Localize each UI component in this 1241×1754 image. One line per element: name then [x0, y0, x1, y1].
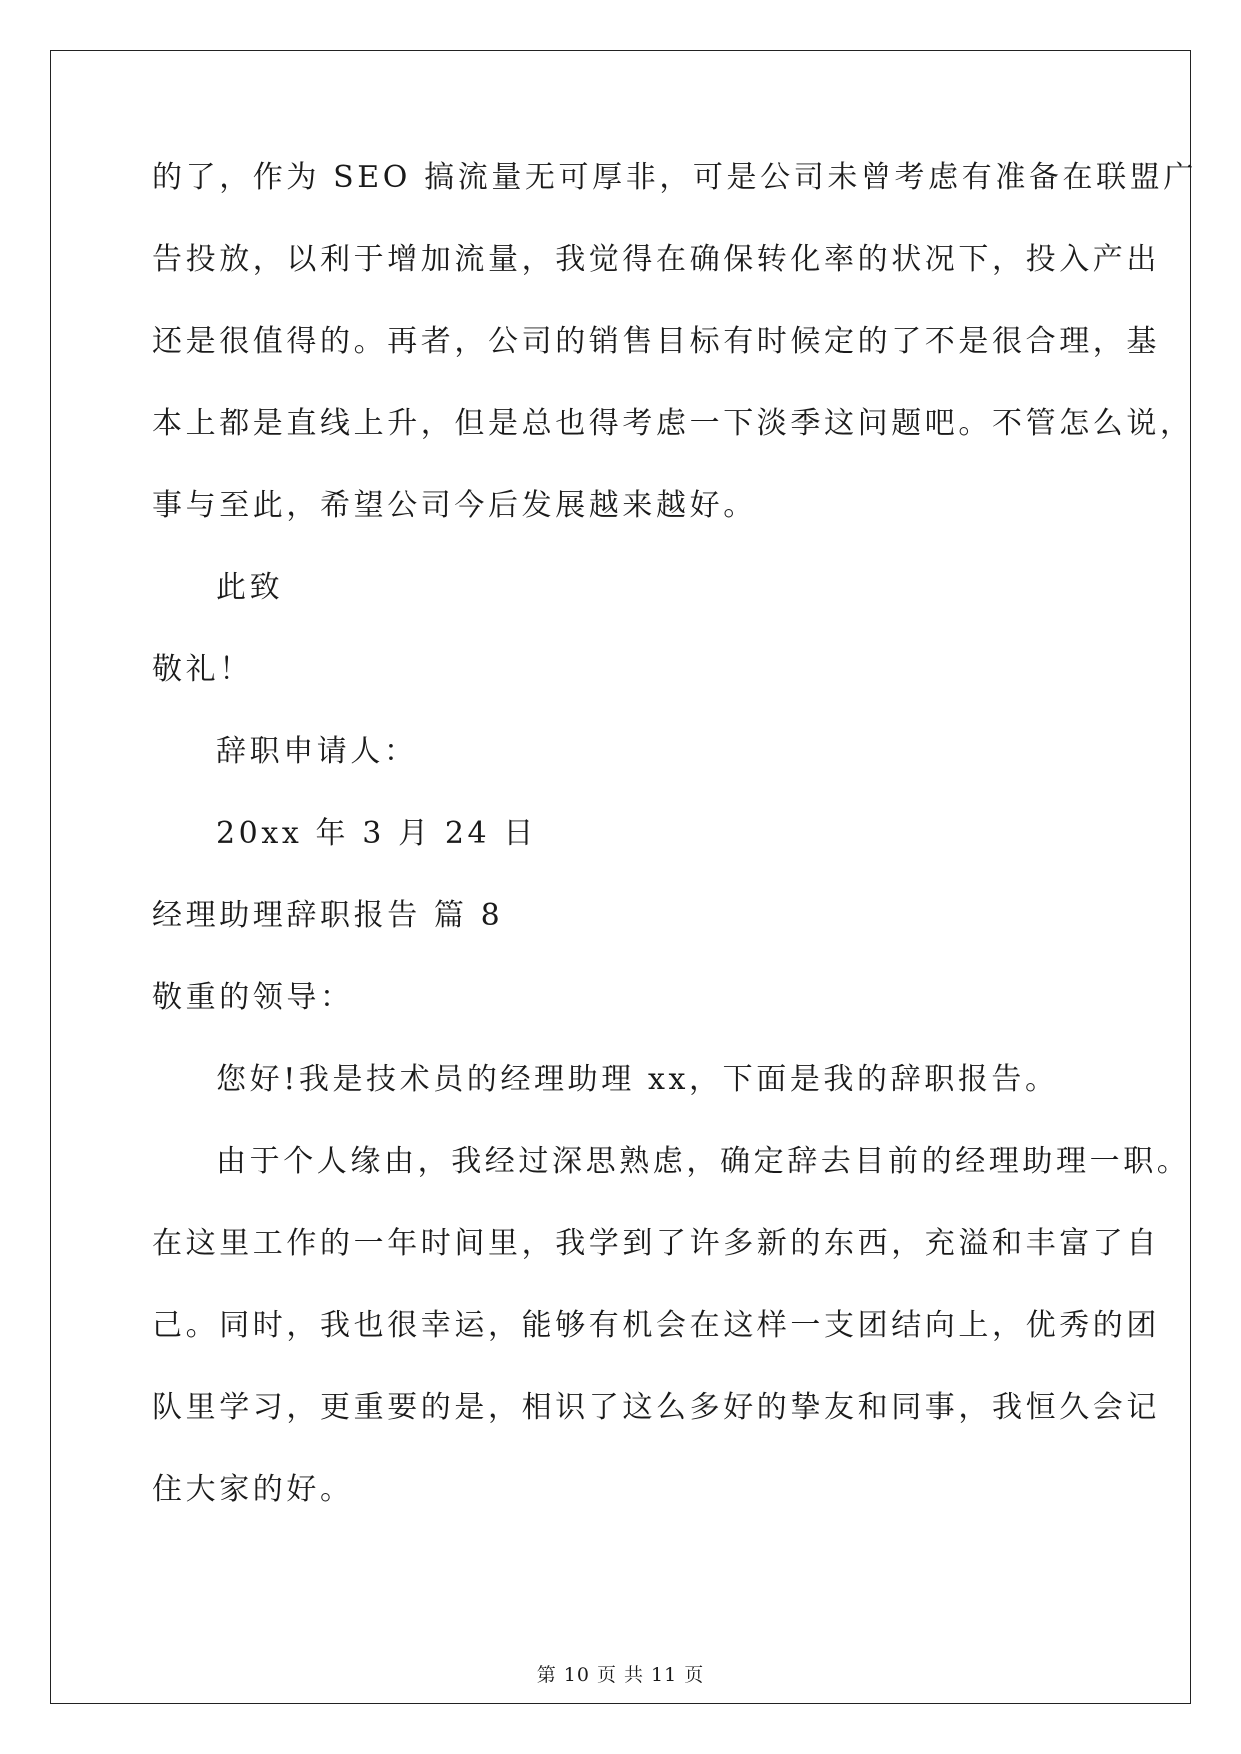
letter-date: 20xx 年 3 月 24 日	[216, 816, 537, 851]
greeting: 敬重的领导：	[152, 980, 354, 1015]
body-paragraph-line-2: 在这里工作的一年时间里，我学到了许多新的东西，充溢和丰富了自	[152, 1226, 1160, 1261]
body-paragraph-line-1: 由于个人缘由，我经过深思熟虑，确定辞去目前的经理助理一职。	[216, 1144, 1191, 1179]
body-paragraph-line-4: 队里学习，更重要的是，相识了这么多好的挚友和同事，我恒久会记	[152, 1390, 1160, 1425]
text-line-3: 还是很值得的。再者，公司的销售目标有时候定的了不是很合理，基	[152, 324, 1160, 359]
body-paragraph-line-5: 住大家的好。	[152, 1472, 354, 1507]
closing-regards: 敬礼！	[152, 652, 253, 687]
closing-salutation: 此致	[216, 570, 284, 605]
text-line-2: 告投放，以利于增加流量，我觉得在确保转化率的状况下，投入产出	[152, 242, 1160, 277]
text-line-5: 事与至此，希望公司今后发展越来越好。	[152, 488, 757, 523]
document-body	[152, 158, 1197, 1552]
page-number-footer: 第 10 页 共 11 页	[536, 1664, 705, 1686]
body-paragraph-line-3: 己。同时，我也很幸运，能够有机会在这样一支团结向上，优秀的团	[152, 1308, 1160, 1343]
intro-paragraph: 您好!我是技术员的经理助理 xx，下面是我的辞职报告。	[216, 1062, 1059, 1097]
applicant-label: 辞职申请人：	[216, 734, 418, 769]
text-line-1: 的了，作为 SEO 搞流量无可厚非，可是公司未曾考虑有准备在联盟广	[152, 160, 1197, 195]
section-title: 经理助理辞职报告 篇 8	[152, 898, 504, 933]
text-line-4: 本上都是直线上升，但是总也得考虑一下淡季这问题吧。不管怎么说，	[152, 406, 1194, 441]
